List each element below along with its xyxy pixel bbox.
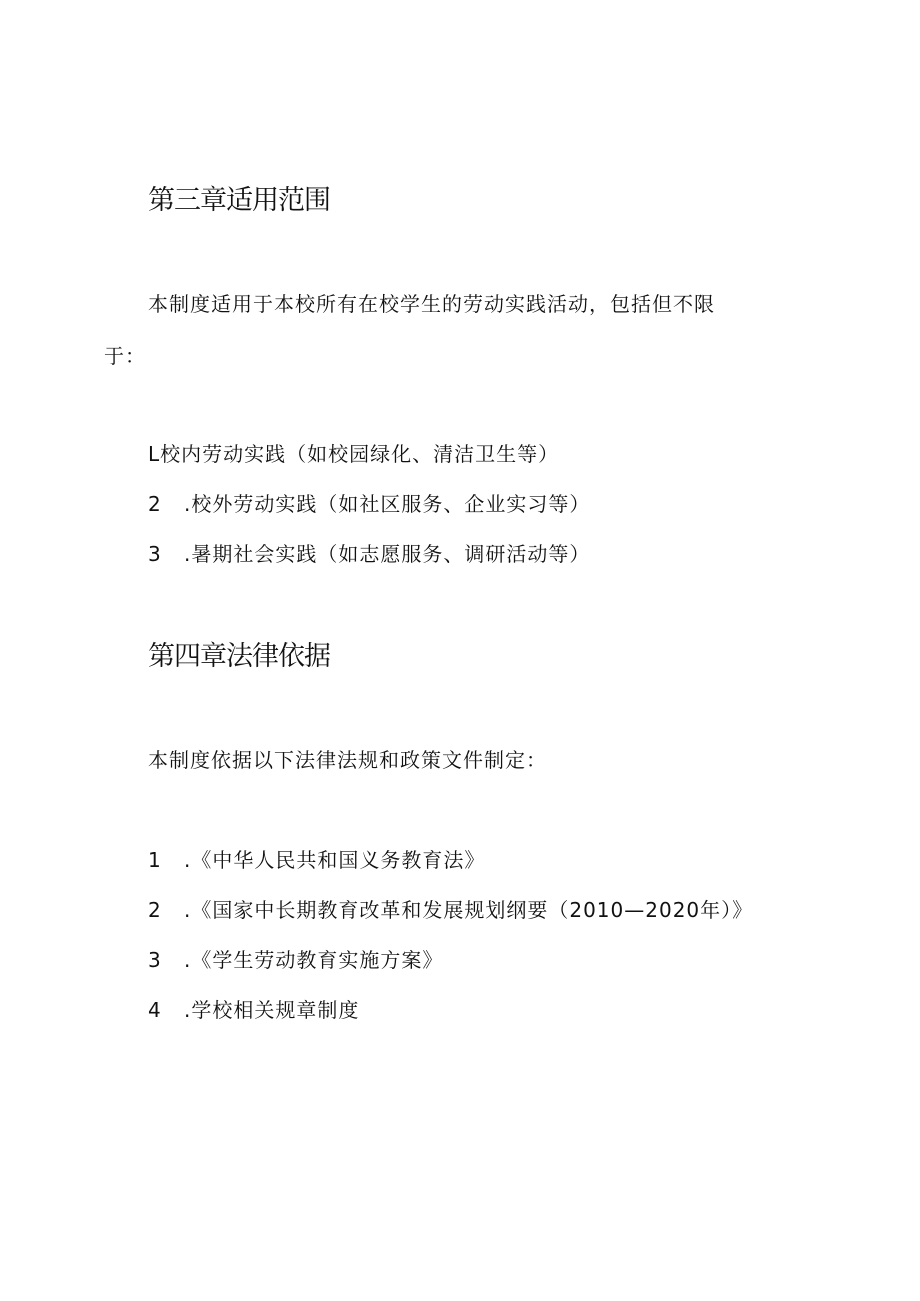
chapter-4-intro: 本制度依据以下法律法规和政策文件制定： [148, 748, 547, 772]
chapter-4-list-item-2 [148, 896, 753, 924]
chapter-3-intro-line-1: 本制度适用于本校所有在校学生的劳动实践活动，包括但不限 [148, 292, 715, 316]
list-item-text: .《国家中长期教育改革和发展规划纲要（2010—2020年）》 [184, 898, 754, 922]
chapter-3-intro-line-2: 于： [104, 344, 146, 368]
list-item-text: .暑期社会实践（如志愿服务、调研活动等） [184, 542, 591, 566]
chapter-3-list-item-2 [148, 490, 590, 518]
chapter-4-list-item-3 [148, 946, 443, 974]
chapter-3-heading: 第三章适用范围 [148, 185, 330, 216]
chapter-4-list-item-4 [148, 996, 359, 1024]
list-item-number: 2 [148, 492, 162, 516]
list-item-text: L校内劳动实践（如校园绿化、清洁卫生等） [148, 442, 560, 466]
chapter-3-list-item-1 [148, 440, 559, 468]
chapter-4-list-item-1 [148, 846, 485, 874]
list-item-number: 4 [148, 998, 162, 1022]
chapter-3-list-item-3 [148, 540, 590, 568]
list-item-text: .学校相关规章制度 [184, 998, 360, 1022]
list-item-text: .《学生劳动教育实施方案》 [184, 948, 444, 972]
list-item-number: 1 [148, 848, 162, 872]
list-item-text: .《中华人民共和国义务教育法》 [184, 848, 486, 872]
list-item-number: 2 [148, 898, 162, 922]
list-item-text: .校外劳动实践（如社区服务、企业实习等） [184, 492, 591, 516]
list-item-number: 3 [148, 542, 162, 566]
chapter-4-heading: 第四章法律依据 [148, 641, 330, 672]
list-item-number: 3 [148, 948, 162, 972]
